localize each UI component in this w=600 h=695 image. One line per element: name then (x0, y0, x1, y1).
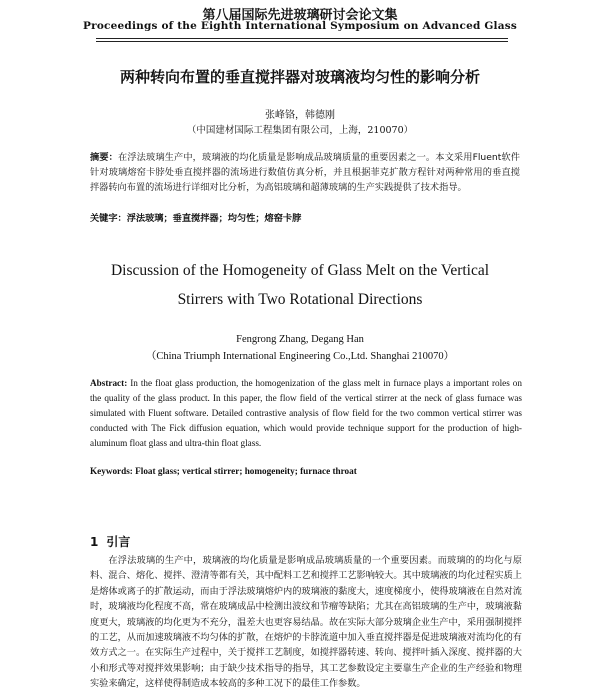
abstract-text-cn: 在浮法玻璃生产中，玻璃液的均化质量是影响成品玻璃质量的重要因素之一。本文采用Fluent软件针对玻璃熔窑卡脖处垂直搅拌器的流场进行数值仿真分析，并且根据菲克扩散方程针对两种常用的垂直搅拌器转向布置的流场进行详细对比分析，为高铝玻璃和超薄玻璃的生产实践提供了技术指导。 (90, 152, 520, 193)
paper-title-en-line1: Discussion of the Homogeneity of Glass Melt on the Vertical (110, 262, 490, 279)
authors-en: Fengrong Zhang, Degang Han (236, 334, 364, 345)
abstract-en (90, 376, 522, 451)
section-number: 1 (90, 535, 99, 549)
keywords-cn (90, 210, 520, 224)
abstract-label-en: Abstract: (90, 378, 128, 388)
header-rule-thin (96, 41, 508, 42)
keywords-text-en: Float glass; vertical stirrer; homogeneity; furnace throat (135, 466, 357, 476)
authors-cn: 张峰铬，韩德刚 (265, 110, 335, 121)
section-heading (90, 533, 130, 550)
keywords-label-en: Keywords: (90, 466, 133, 476)
affiliation-en: （China Triumph International Engineering Co.,Ltd. Shanghai 210070） (145, 351, 455, 362)
paper-title-cn: 两种转向布置的垂直搅拌器对玻璃液均匀性的影响分析 (119, 68, 480, 86)
section-title: 引言 (106, 535, 131, 549)
keywords-label-cn: 关键字： (90, 213, 127, 224)
proceedings-title-cn: 第八届国际先进玻璃研讨会论文集 (202, 8, 398, 23)
section-body: 在浮法玻璃的生产中，玻璃液的均化质量是影响成品玻璃质量的一个重要因素。而玻璃的的均化与原料、混合、熔化、搅拌、澄清等都有关，其中配料工艺和搅拌工艺影响较大。其中玻璃液的均化过程实质上是熔体或离子的扩散运动，而由于浮法玻璃熔炉内的玻璃液的黏度大，速度梯度小，使得玻璃液在自然对流时，玻璃液均化程度不高，常在玻璃成品中检测出波纹和节瘤等缺陷；尤其在高铝玻璃的生产中，玻璃液黏度更大，玻璃液的均化更为不充分，温差大也更容易结晶。故在实际大部分玻璃企业生产中，采用强制搅拌的工艺，从而加速玻璃液不均匀体的扩散，在熔炉的卡脖流道中加入垂直搅拌器是促进玻璃液对流均化的有效方式之一。在实际生产过程中，关于搅拌工艺制度，如搅拌器转速、转向、搅拌叶插入深度、搅拌器的大小和形式等对搅拌效果影响；由于缺少技术指导的指导，其工艺参数设定主要靠生产企业的生产经验和物理实验来确定，这样使得制造成本较高的多种工况下的最佳工作参数。 (90, 555, 522, 690)
keywords-text-cn: 浮法玻璃；垂直搅拌器；均匀性；熔窑卡脖 (126, 213, 302, 224)
affiliation-cn: （中国建材国际工程集团有限公司，上海，210070） (186, 125, 414, 136)
proceedings-title-en: Proceedings of the Eighth International Symposium on Advanced Glass (83, 20, 517, 32)
header-rule (96, 38, 508, 39)
abstract-text-en: In the float glass production, the homogenization of the glass melt in furnace plays a important roles on the quality of the glass product. In this paper, the flow field of the vertical stirrer at the neck of glass furnace was simulated with Fluent software. Detailed contrastive analysis of flow field for the two common vertical stirrer was conducted with The Fick diffusion equation, which would provide technique support for the production of high-aluminum float glass and ultra-thin float glass. (90, 378, 522, 448)
abstract-cn (90, 150, 520, 195)
keywords-en (90, 466, 522, 476)
paper-title-en-line2: Stirrers with Two Rotational Directions (177, 291, 423, 308)
abstract-label-cn: 摘要： (90, 152, 118, 163)
